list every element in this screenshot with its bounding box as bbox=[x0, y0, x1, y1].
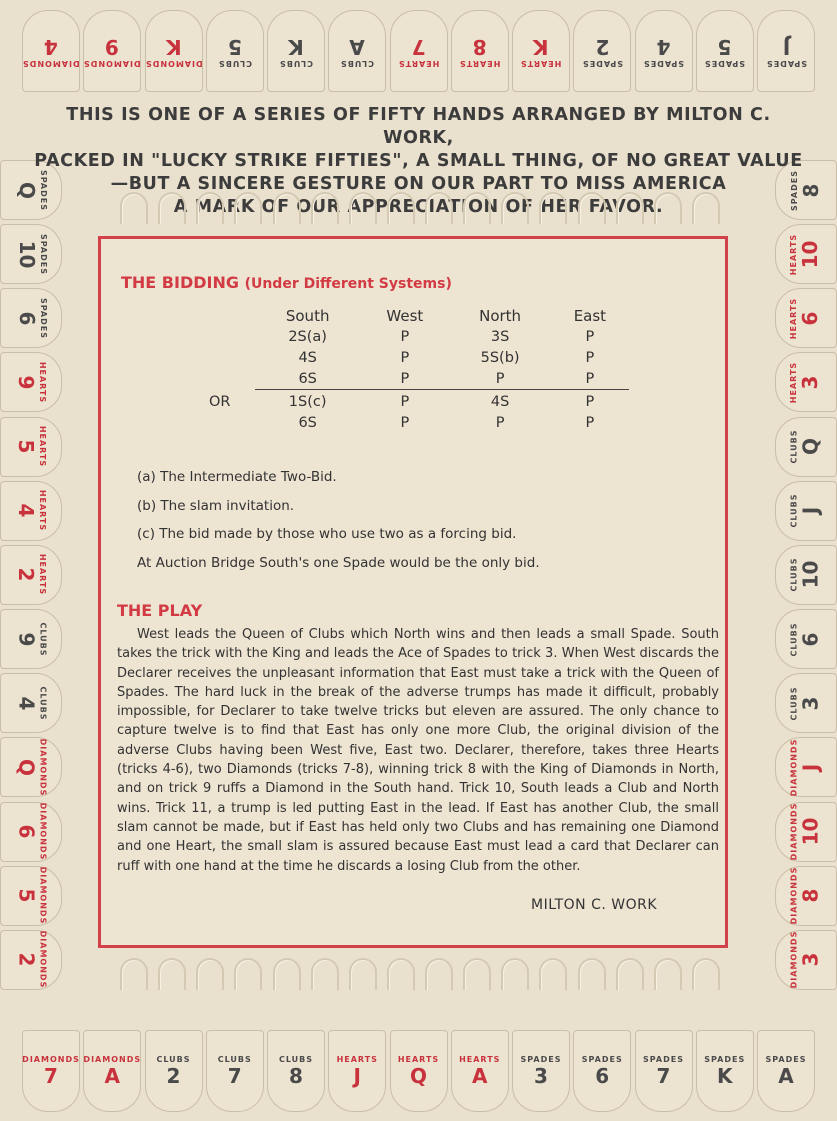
bid-cell: P bbox=[585, 414, 595, 431]
card-rank-label: 6 bbox=[798, 311, 823, 326]
card-rank-label: 5 bbox=[717, 34, 732, 59]
card-tab-content bbox=[789, 867, 822, 925]
play-title: THE PLAY bbox=[117, 601, 203, 620]
bidding-subtitle: (Under Different Systems) bbox=[244, 276, 452, 292]
card-suit-label: DIAMONDS bbox=[789, 802, 799, 861]
embossed-arch bbox=[120, 192, 148, 224]
bidding-notes bbox=[137, 463, 540, 577]
card-tab-right[interactable] bbox=[775, 481, 837, 541]
card-rank-label: Q bbox=[14, 758, 39, 776]
card-suit-label: CLUBS bbox=[217, 1054, 252, 1064]
bidding-rows bbox=[209, 326, 629, 433]
bid-cell: 3S bbox=[490, 328, 510, 345]
card-suit-label: DIAMONDS bbox=[83, 1054, 142, 1064]
bid-cell: P bbox=[585, 328, 595, 345]
card-tab-content bbox=[15, 362, 48, 403]
card-suit-label: SPADES bbox=[643, 58, 684, 68]
card-tab-bottom[interactable] bbox=[328, 1030, 386, 1112]
card-rank-label: 6 bbox=[798, 632, 823, 647]
card-tab-content bbox=[790, 298, 823, 339]
card-tab-left[interactable] bbox=[0, 417, 62, 477]
card-rank-label: 8 bbox=[798, 888, 823, 903]
card-suit-label: SPADES bbox=[581, 58, 623, 68]
card-tab-right[interactable] bbox=[775, 417, 837, 477]
author-signature: MILTON C. WORK bbox=[531, 897, 658, 913]
card-rank-label: 3 bbox=[798, 696, 823, 711]
card-tab-content bbox=[14, 234, 47, 275]
card-suit-label: DIAMONDS bbox=[38, 738, 48, 797]
card-tab-content bbox=[766, 1055, 807, 1088]
card-rank-label: J bbox=[782, 34, 790, 59]
card-tab-top[interactable] bbox=[145, 10, 203, 92]
card-suit-label: HEARTS bbox=[397, 1054, 440, 1064]
spacer-cell bbox=[209, 305, 255, 326]
card-suit-label: HEARTS bbox=[38, 361, 48, 404]
card-suit-label: CLUBS bbox=[38, 622, 48, 657]
bid-cell: 4S bbox=[298, 349, 317, 366]
card-rank-label: Q bbox=[409, 1063, 427, 1088]
card-rank-label: K bbox=[165, 34, 182, 59]
card-rank-label: A bbox=[104, 1063, 120, 1088]
card-rank-label: 6 bbox=[14, 824, 39, 839]
card-suit-label: DIAMONDS bbox=[22, 58, 80, 68]
bid-cell: P bbox=[585, 370, 595, 387]
card-suit-label: CLUBS bbox=[789, 622, 799, 657]
embossed-arch bbox=[463, 192, 491, 224]
card-tab-top[interactable] bbox=[573, 10, 631, 92]
card-tab-right[interactable] bbox=[775, 866, 837, 926]
card-rank-label: 3 bbox=[534, 1063, 548, 1088]
card-tab-content bbox=[789, 803, 822, 861]
column-header: North bbox=[479, 306, 522, 325]
embossed-arch bbox=[616, 192, 644, 224]
embossed-arch bbox=[234, 958, 262, 990]
card-rank-label: 8 bbox=[798, 183, 823, 197]
note-line: At Auction Bridge South's one Spade would be the only bid. bbox=[137, 554, 540, 571]
card-tab-content bbox=[459, 1055, 500, 1088]
bidding-title-text: THE BIDDING bbox=[121, 273, 239, 292]
card-tab-top[interactable] bbox=[390, 10, 448, 92]
card-suit-label: SPADES bbox=[765, 58, 807, 68]
embossed-arch bbox=[463, 958, 491, 990]
bid-cell: P bbox=[400, 328, 410, 345]
embossed-arch bbox=[616, 958, 644, 990]
card-tab-bottom[interactable] bbox=[512, 1030, 570, 1112]
spacer-cell bbox=[209, 412, 255, 433]
embossed-arch bbox=[578, 958, 606, 990]
card-tab-bottom[interactable] bbox=[145, 1030, 203, 1112]
card-rank-label: 5 bbox=[14, 439, 39, 454]
card-tab-content bbox=[14, 867, 47, 925]
card-rank-label: 9 bbox=[105, 34, 120, 59]
card-tab-bottom[interactable] bbox=[83, 1030, 141, 1112]
card-tab-right[interactable] bbox=[775, 802, 837, 862]
bid-cell: P bbox=[400, 370, 410, 387]
card-suit-label: SPADES bbox=[704, 1054, 746, 1064]
card-tab-left[interactable] bbox=[0, 352, 62, 412]
card-tab-content bbox=[83, 35, 141, 68]
card-rank-label: 2 bbox=[595, 34, 610, 59]
card-rank-label: 3 bbox=[798, 952, 823, 967]
bid-cell: P bbox=[400, 349, 410, 366]
card-rank-label: 4 bbox=[44, 34, 58, 59]
card-tab-top[interactable] bbox=[512, 10, 570, 92]
card-suit-label: HEARTS bbox=[789, 297, 799, 339]
bid-cell: 6S bbox=[298, 414, 317, 431]
card-suit-label: HEARTS bbox=[459, 58, 501, 68]
card-tab-content bbox=[15, 426, 48, 467]
spacer-cell bbox=[209, 347, 255, 368]
card-tab-content bbox=[521, 1055, 562, 1088]
card-tab-top[interactable] bbox=[757, 10, 815, 92]
card-tab-right[interactable] bbox=[775, 545, 837, 605]
embossed-arch bbox=[158, 958, 186, 990]
card-tab-right[interactable] bbox=[775, 288, 837, 348]
card-tab-top[interactable] bbox=[22, 10, 80, 92]
column-header: East bbox=[573, 306, 607, 325]
card-tab-content bbox=[22, 1055, 80, 1088]
card-tab-content bbox=[789, 739, 822, 797]
card-suit-label: CLUBS bbox=[340, 58, 375, 68]
bid-row bbox=[209, 347, 629, 368]
card-tab-content bbox=[398, 35, 439, 68]
tabs-top bbox=[22, 10, 815, 92]
card-tab-content bbox=[789, 622, 822, 656]
note-line: (c) The bid made by those who use two as a forcing bid. bbox=[137, 526, 517, 542]
embossed-arch bbox=[196, 192, 224, 224]
card-suit-label: HEARTS bbox=[397, 58, 440, 68]
embossed-arch bbox=[196, 958, 224, 990]
card-rank-label: A bbox=[472, 1063, 488, 1088]
embossed-arch bbox=[273, 192, 301, 224]
card-tab-right[interactable] bbox=[775, 609, 837, 669]
card-rank-label: 7 bbox=[227, 1063, 242, 1088]
card-suit-label: DIAMONDS bbox=[83, 58, 142, 68]
card-tab-bottom[interactable] bbox=[206, 1030, 264, 1112]
card-tab-content bbox=[14, 622, 47, 656]
embossed-arch bbox=[539, 958, 567, 990]
card-rank-label: 4 bbox=[656, 34, 671, 59]
card-rank-label: 7 bbox=[44, 1063, 58, 1088]
play-description: West leads the Queen of Clubs which North wins and then leads a small Spade. South takes the trick with the King and leads the Ace of Spades to trick 3. When West discards the Declarer receives the unpleasant information that East must take a trick with the Queen of Spades. The hard luck in the break of the adverse trumps has made it difficult, probably impossible, for Declarer to take twelve tricks but eleven are assured. The only chance to capture twelve is to find that East has only one more Club, the original division of the adverse Clubs having been West five, East two. Declarer, therefore, takes three Hearts (tricks 4-6), two Diamonds (tricks 7-8), winning trick 8 with the King of Diamonds in North, and on trick 9 ruffs a Diamond in the South hand. Trick 10, South leads a Club and North wins. Trick 11, a trump is led putting East in the lead. If East has another Club, the small slam cannot be made, but if East has held only two Clubs and has remaining one Diamond and one Heart, the small slam is assured because East must lead a card that Declarer can ruff with one hand at the time he discards a losing Club from the other. bbox=[117, 627, 719, 874]
card-tab-left[interactable] bbox=[0, 545, 62, 605]
card-tab-content bbox=[218, 35, 252, 68]
card-rank-label: J bbox=[353, 1063, 361, 1088]
card-suit-label: CLUBS bbox=[38, 686, 48, 721]
card-suit-label: CLUBS bbox=[789, 557, 799, 592]
embossed-arches-top bbox=[120, 192, 720, 230]
card-rank-label: K bbox=[533, 34, 549, 59]
spacer-cell bbox=[209, 326, 255, 347]
card-tab-left[interactable] bbox=[0, 737, 62, 797]
embossed-arch bbox=[539, 192, 567, 224]
bid-cell: 5S(b) bbox=[480, 349, 520, 366]
card-tab-content bbox=[643, 35, 684, 68]
card-tab-content bbox=[14, 686, 47, 720]
card-tab-right[interactable] bbox=[775, 737, 837, 797]
embossed-arch bbox=[387, 192, 415, 224]
bid-cell: P bbox=[585, 349, 595, 366]
card-tab-content bbox=[14, 298, 47, 339]
card-tab-left[interactable] bbox=[0, 802, 62, 862]
card-suit-label: DIAMONDS bbox=[38, 802, 48, 861]
card-suit-label: DIAMONDS bbox=[789, 866, 799, 925]
card-suit-label: SPADES bbox=[581, 1054, 623, 1064]
card-rank-label: 2 bbox=[14, 952, 39, 967]
card-tab-top[interactable] bbox=[206, 10, 264, 92]
card-suit-label: HEARTS bbox=[336, 1054, 378, 1064]
card-suit-label: DIAMONDS bbox=[789, 931, 799, 989]
card-tab-content bbox=[83, 1055, 141, 1088]
card-tab-content bbox=[766, 35, 807, 68]
card-tab-content bbox=[156, 1055, 190, 1088]
card-suit-label: HEARTS bbox=[789, 233, 799, 275]
card-rank-label: 10 bbox=[798, 817, 823, 846]
embossed-arch bbox=[425, 192, 453, 224]
card-rank-label: K bbox=[288, 34, 304, 59]
card-suit-label: SPADES bbox=[38, 169, 48, 211]
bid-row bbox=[209, 326, 629, 347]
card-suit-label: CLUBS bbox=[789, 686, 799, 721]
card-rank-label: A bbox=[778, 1063, 794, 1088]
embossed-arch bbox=[692, 192, 720, 224]
card-suit-label: CLUBS bbox=[278, 1054, 314, 1064]
card-tab-content bbox=[582, 35, 623, 68]
bid-cell: P bbox=[400, 414, 410, 431]
card-tab-content bbox=[790, 362, 823, 403]
card-rank-label: 8 bbox=[472, 34, 487, 59]
card-tab-content bbox=[14, 739, 47, 797]
card-rank-label: Q bbox=[798, 438, 823, 456]
card-tab-right[interactable] bbox=[775, 673, 837, 733]
card-rank-label: 10 bbox=[14, 240, 39, 269]
card-tab-content bbox=[789, 931, 822, 989]
card-tab-content bbox=[337, 1055, 378, 1088]
card-suit-label: DIAMONDS bbox=[38, 931, 48, 989]
note-line: (a) The Intermediate Two-Bid. bbox=[137, 469, 337, 485]
card-tab-right[interactable] bbox=[775, 224, 837, 284]
card-tab-left[interactable] bbox=[0, 288, 62, 348]
bidding-table bbox=[209, 305, 629, 433]
card-suit-label: SPADES bbox=[520, 1054, 562, 1064]
card-rank-label: 10 bbox=[798, 240, 823, 269]
card-tab-bottom[interactable] bbox=[635, 1030, 693, 1112]
content-panel bbox=[98, 236, 728, 948]
card-rank-label: 3 bbox=[798, 375, 823, 390]
card-tab-content bbox=[145, 35, 203, 68]
bid-row bbox=[209, 412, 629, 433]
card-tab-content bbox=[14, 931, 47, 989]
card-tab-top[interactable] bbox=[696, 10, 754, 92]
card-tab-content bbox=[15, 490, 48, 531]
card-suit-label: HEARTS bbox=[38, 554, 48, 596]
column-header: South bbox=[285, 306, 330, 325]
card-suit-label: HEARTS bbox=[520, 58, 562, 68]
card-tab-bottom[interactable] bbox=[757, 1030, 815, 1112]
or-label: OR bbox=[209, 393, 231, 410]
card-tab-content bbox=[15, 554, 48, 595]
card-tab-content bbox=[218, 1055, 252, 1088]
card-rank-label: 7 bbox=[656, 1063, 671, 1088]
note-line: (b) The slam invitation. bbox=[137, 497, 295, 514]
card-rank-label: 5 bbox=[14, 888, 39, 903]
embossed-arch bbox=[311, 192, 339, 224]
card-rank-label: 2 bbox=[14, 567, 39, 582]
card-tab-content bbox=[14, 803, 47, 861]
bid-cell: 2S(a) bbox=[288, 328, 327, 345]
card-tab-content bbox=[582, 1055, 623, 1088]
embossed-arch bbox=[654, 958, 682, 990]
card-tab-left[interactable] bbox=[0, 673, 62, 733]
card-tab-top[interactable] bbox=[635, 10, 693, 92]
tabs-bottom bbox=[22, 1030, 815, 1112]
column-header: West bbox=[386, 306, 424, 325]
card-rank-label: K bbox=[716, 1063, 733, 1088]
card-suit-label: SPADES bbox=[643, 1054, 684, 1064]
card-suit-label: CLUBS bbox=[156, 1054, 191, 1064]
card-suit-label: SPADES bbox=[38, 297, 48, 339]
card-rank-label: 9 bbox=[14, 632, 39, 647]
embossed-arch bbox=[425, 958, 453, 990]
embossed-arch bbox=[501, 958, 529, 990]
header-line: A MARK OF OUR APPRECIATION OF HER FAVOR. bbox=[173, 197, 664, 217]
bid-cell: P bbox=[495, 370, 505, 387]
bid-cell: 1S(c) bbox=[288, 393, 327, 410]
embossed-arch bbox=[578, 192, 606, 224]
card-tab-content bbox=[789, 430, 822, 464]
card-rank-label: 8 bbox=[289, 1063, 303, 1088]
embossed-arch bbox=[273, 958, 301, 990]
card-rank-label: 9 bbox=[14, 375, 39, 390]
card-tab-bottom[interactable] bbox=[573, 1030, 631, 1112]
card-tab-left[interactable] bbox=[0, 866, 62, 926]
card-suit-label: CLUBS bbox=[789, 429, 799, 464]
header-line: PACKED IN "LUCKY STRIKE FIFTIES", A SMALL THING, OF NO GREAT VALUE bbox=[34, 151, 803, 171]
card-rank-label: 7 bbox=[411, 34, 426, 59]
tabs-left bbox=[0, 160, 62, 990]
card-tab-content bbox=[789, 558, 822, 592]
card-suit-label: HEARTS bbox=[459, 1054, 501, 1064]
tabs-right bbox=[775, 160, 837, 990]
card-tab-content bbox=[398, 1055, 439, 1088]
card-suit-label: DIAMONDS bbox=[144, 58, 203, 68]
embossed-arch bbox=[120, 958, 148, 990]
card-suit-label: CLUBS bbox=[278, 58, 314, 68]
card-tab-content bbox=[704, 35, 745, 68]
card-tab-top[interactable] bbox=[328, 10, 386, 92]
card-rank-label: 5 bbox=[227, 34, 242, 59]
card-tab-right[interactable] bbox=[775, 930, 837, 990]
card-tab-top[interactable] bbox=[451, 10, 509, 92]
bid-cell: 6S bbox=[298, 370, 317, 387]
spacer-cell bbox=[209, 368, 255, 390]
card-tab-bottom[interactable] bbox=[696, 1030, 754, 1112]
card-tab-top[interactable] bbox=[267, 10, 325, 92]
card-tab-content bbox=[789, 686, 822, 720]
header-line: —BUT A SINCERE GESTURE ON OUR PART TO MISS AMERICA bbox=[110, 174, 727, 194]
card-tab-left[interactable] bbox=[0, 609, 62, 669]
card-suit-label: HEARTS bbox=[789, 361, 799, 404]
card-suit-label: HEARTS bbox=[38, 490, 48, 532]
bid-cell: 4S bbox=[490, 393, 510, 410]
embossed-arch bbox=[158, 192, 186, 224]
card-tab-content bbox=[22, 35, 80, 68]
card-suit-label: CLUBS bbox=[789, 493, 799, 528]
card-tab-content bbox=[520, 35, 561, 68]
card-tab-bottom[interactable] bbox=[22, 1030, 80, 1112]
card-tab-left[interactable] bbox=[0, 481, 62, 541]
card-tab-left[interactable] bbox=[0, 930, 62, 990]
card-rank-label: J bbox=[798, 507, 823, 515]
card-rank-label: J bbox=[798, 763, 823, 772]
embossed-arch bbox=[387, 958, 415, 990]
card-suit-label: SPADES bbox=[765, 1054, 807, 1064]
card-rank-label: 6 bbox=[595, 1063, 610, 1088]
card-rank-label: 6 bbox=[14, 311, 39, 326]
embossed-arch bbox=[692, 958, 720, 990]
header-line: THIS IS ONE OF A SERIES OF FIFTY HANDS ARRANGED BY MILTON C. WORK, bbox=[66, 105, 771, 148]
bid-cell: P bbox=[400, 393, 410, 410]
card-rank-label: 10 bbox=[798, 561, 823, 589]
card-tab-right[interactable] bbox=[775, 352, 837, 412]
card-tab-left[interactable] bbox=[0, 224, 62, 284]
card-rank-label: 2 bbox=[166, 1063, 181, 1088]
bidding-header-row bbox=[209, 305, 629, 326]
card-tab-content bbox=[459, 35, 500, 68]
card-tab-content bbox=[789, 494, 822, 528]
bid-row bbox=[209, 368, 629, 390]
card-suit-label: CLUBS bbox=[217, 58, 252, 68]
bid-cell: P bbox=[495, 414, 505, 431]
card-tab-content bbox=[790, 233, 823, 274]
card-suit-label: DIAMONDS bbox=[22, 1054, 80, 1064]
embossed-arch bbox=[654, 192, 682, 224]
card-rank-label: 4 bbox=[14, 696, 39, 711]
embossed-arch bbox=[349, 192, 377, 224]
card-suit-label: HEARTS bbox=[38, 425, 48, 468]
bid-cell: P bbox=[585, 393, 595, 410]
card-tab-content bbox=[340, 35, 374, 68]
card-rank-label: A bbox=[349, 34, 365, 59]
embossed-arch bbox=[311, 958, 339, 990]
embossed-arch bbox=[349, 958, 377, 990]
bid-row bbox=[209, 391, 629, 412]
embossed-arch bbox=[501, 192, 529, 224]
card-rank-label: Q bbox=[14, 181, 39, 199]
card-tab-bottom[interactable] bbox=[390, 1030, 448, 1112]
card-suit-label: SPADES bbox=[704, 58, 746, 68]
embossed-arches-bottom bbox=[120, 958, 720, 996]
bidding-title bbox=[121, 273, 452, 292]
card-suit-label: DIAMONDS bbox=[789, 738, 799, 797]
card-suit-label: SPADES bbox=[38, 233, 48, 275]
card-suit-label: SPADES bbox=[789, 169, 799, 211]
card-rank-label: 4 bbox=[14, 503, 39, 518]
card-tab-top[interactable] bbox=[83, 10, 141, 92]
card-tab-content bbox=[704, 1055, 745, 1088]
embossed-arch bbox=[234, 192, 262, 224]
card-suit-label: DIAMONDS bbox=[38, 866, 48, 925]
card-tab-bottom[interactable] bbox=[267, 1030, 325, 1112]
card-tab-bottom[interactable] bbox=[451, 1030, 509, 1112]
card-tab-content bbox=[279, 35, 313, 68]
card-tab-content bbox=[279, 1055, 313, 1088]
card-tab-content bbox=[643, 1055, 684, 1088]
